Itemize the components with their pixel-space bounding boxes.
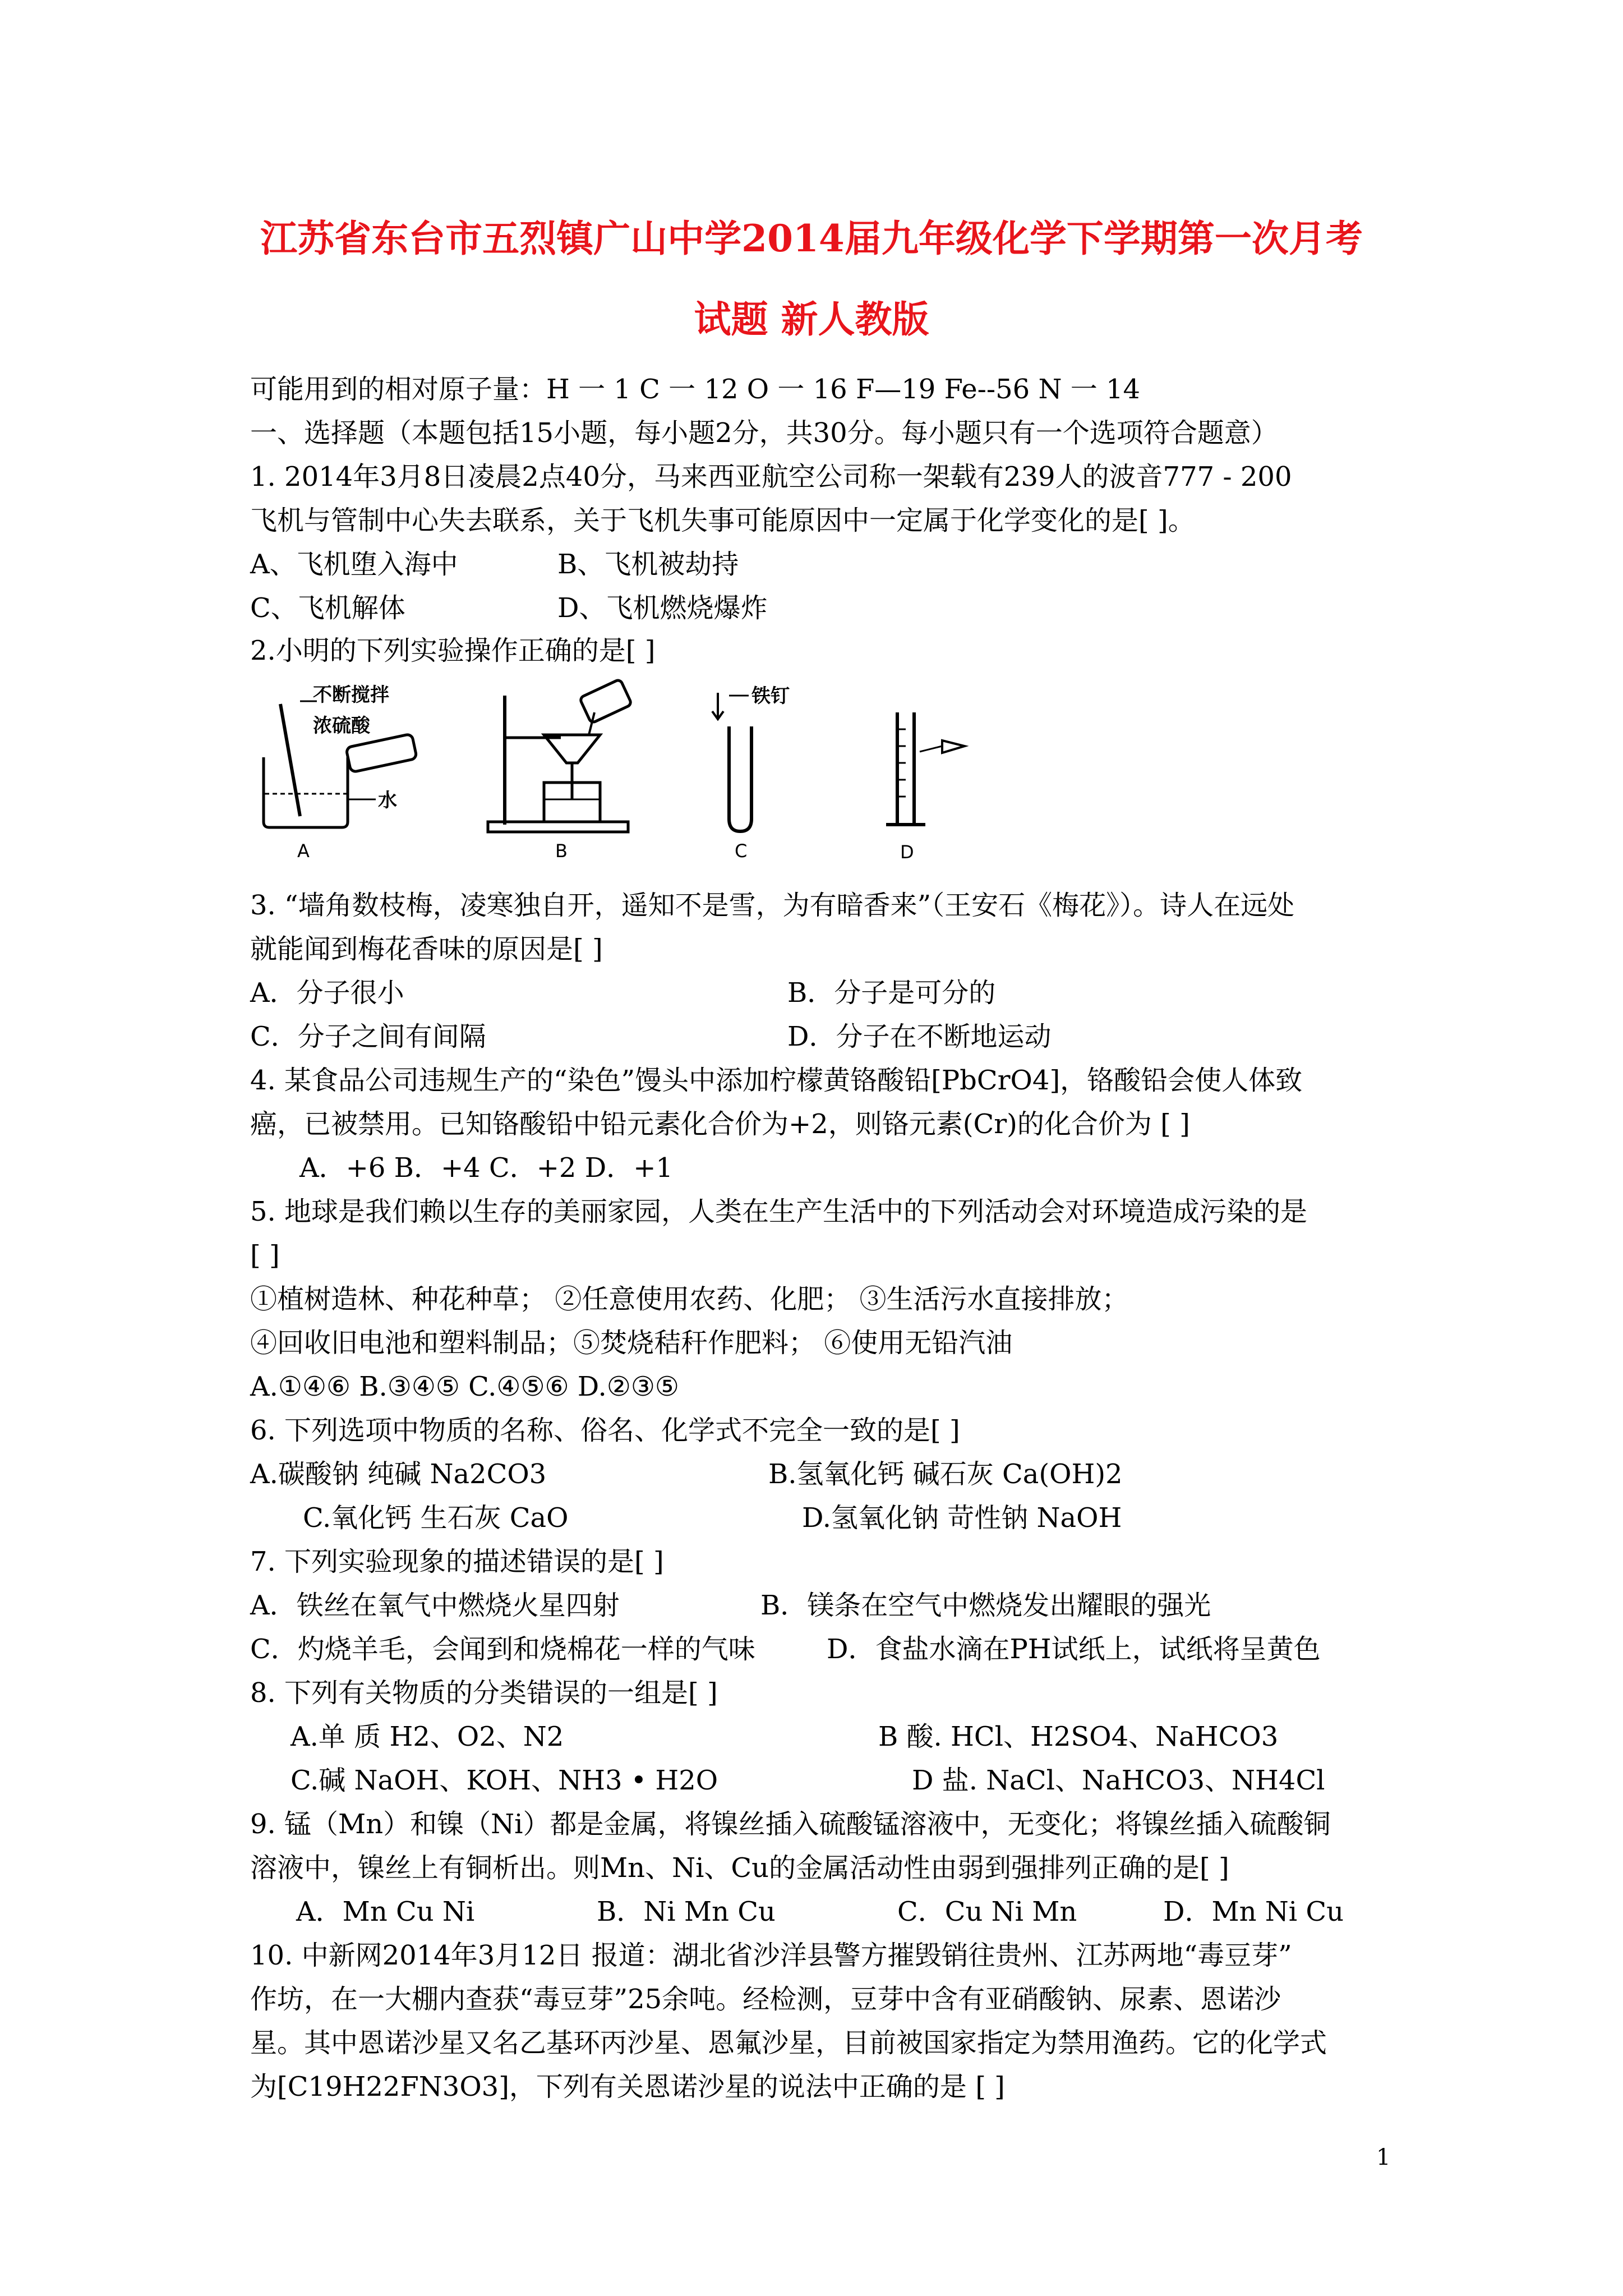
q1-option-a: A、飞机堕入海中 — [250, 549, 458, 580]
q6-stem: 6. 下列选项中物质的名称、俗名、化学式不完全一致的是[ ] — [250, 1415, 960, 1446]
title-line-2: 试题 新人教版 — [694, 297, 929, 341]
q9-stem-line2: 溶液中，镍丝上有铜析出。则Mn、Ni、Cu的金属活动性由弱到强排列正确的是[ ] — [250, 1852, 1229, 1884]
fig-c-letter: C — [735, 840, 748, 862]
q8-stem: 8. 下列有关物质的分类错误的一组是[ ] — [250, 1677, 718, 1709]
q2-figure-a — [247, 679, 432, 864]
q7-option-b: B．镁条在空气中燃烧发出耀眼的强光 — [760, 1590, 1211, 1621]
q10-stem-line2: 作坊，在一大棚内查获“毒豆芽”25余吨。经检测，豆芽中含有亚硝酸钠、尿素、恩诺沙 — [250, 1984, 1281, 2015]
q3-stem-line2: 就能闻到梅花香味的原因是[ ] — [250, 933, 603, 965]
q7-option-d: D．食盐水滴在PH试纸上，试纸将呈黄色 — [827, 1634, 1321, 1665]
q2-figure-b — [482, 679, 651, 864]
page-number: 1 — [1376, 2145, 1391, 2170]
fig-c-label-nail: 铁钉 — [751, 685, 790, 707]
q9-option-a: A．Mn Cu Ni — [296, 1896, 475, 1927]
q3-option-a: A．分子很小 — [250, 977, 404, 1009]
fig-a-letter: A — [297, 840, 310, 862]
q2-figure-c — [707, 684, 836, 864]
q4-stem-line1: 4. 某食品公司违规生产的“染色”馒头中添加柠檬黄铬酸铅[PbCrO4]，铬酸铅会使人体致 — [250, 1065, 1303, 1096]
q8-option-a: A.单 质 H2、O2、N2 — [291, 1721, 564, 1752]
q3-option-d: D．分子在不断地运动 — [787, 1021, 1052, 1052]
q1-option-b: B、飞机被劫持 — [557, 549, 739, 580]
q7-option-a: A．铁丝在氧气中燃烧火星四射 — [250, 1590, 620, 1621]
q3-option-c: C．分子之间有间隔 — [250, 1021, 486, 1052]
fig-a-label-stir: 不断搅拌 — [313, 684, 389, 706]
q4-stem-line2: 癌，已被禁用。已知铬酸铅中铅元素化合价为+2，则铬元素(Cr)的化合价为 [ ] — [250, 1108, 1190, 1140]
fig-d-letter: D — [900, 841, 914, 863]
q9-option-d: D．Mn Ni Cu — [1163, 1896, 1344, 1927]
q1-stem-line1: 1. 2014年3月8日凌晨2点40分，马来西亚航空公司称一架载有239人的波音777 - 200 — [250, 461, 1292, 493]
fig-a-label-acid: 浓硫酸 — [313, 715, 370, 737]
q4-options: A．+6 B．+4 C．+2 D．+1 — [299, 1152, 673, 1184]
q2-stem: 2.小明的下列实验操作正确的是[ ] — [250, 635, 656, 666]
fig-b-letter: B — [555, 840, 568, 862]
section-heading: 一、选择题（本题包括15小题，每小题2分，共30分。每小题只有一个选项符合题意） — [250, 417, 1278, 449]
q7-option-c: C．灼烧羊毛，会闻到和烧棉花一样的气味 — [250, 1634, 755, 1665]
q5-options: A.①④⑥ B.③④⑤ C.④⑤⑥ D.②③⑤ — [250, 1371, 679, 1402]
q9-option-b: B．Ni Mn Cu — [597, 1896, 776, 1927]
atomic-masses: 可能用到的相对原子量：H 一 1 C 一 12 O 一 16 F—19 Fe--56 N 一 14 — [250, 374, 1141, 405]
q6-option-d: D.氢氧化钠 苛性钠 NaOH — [802, 1502, 1122, 1534]
q3-option-b: B．分子是可分的 — [787, 977, 996, 1009]
q1-option-d: D、飞机燃烧爆炸 — [557, 592, 768, 624]
q6-option-c: C.氧化钙 生石灰 CaO — [303, 1502, 569, 1534]
q9-stem-line1: 9. 锰（Mn）和镍（Ni）都是金属，将镍丝插入硫酸锰溶液中，无变化；将镍丝插入硫酸铜 — [250, 1809, 1331, 1840]
title-line-1: 江苏省东台市五烈镇广山中学2014届九年级化学下学期第一次月考 — [260, 217, 1363, 260]
q5-items-line1: ①植树造林、种花种草； ②任意使用农药、化肥； ③生活污水直接排放； — [250, 1283, 1129, 1315]
q8-option-b: B 酸. HCl、H2SO4、NaHCO3 — [878, 1721, 1279, 1752]
q6-option-a: A.碳酸钠 纯碱 Na2CO3 — [250, 1458, 547, 1490]
q2-figure-d — [875, 707, 987, 864]
q10-stem-line3: 星。其中恩诺沙星又名乙基环丙沙星、恩氟沙星，目前被国家指定为禁用渔药。它的化学式 — [250, 2027, 1327, 2059]
fig-a-label-water: 水 — [378, 789, 397, 812]
q5-stem-line1: 5. 地球是我们赖以生存的美丽家园，人类在生产生活中的下列活动会对环境造成污染的是 — [250, 1196, 1308, 1227]
q10-stem-line1: 10. 中新网2014年3月12日 报道：湖北省沙洋县警方摧毁销往贵州、江苏两地“毒豆芽” — [250, 1940, 1292, 1971]
q1-option-c: C、飞机解体 — [250, 592, 405, 624]
q10-stem-line4: 为[C19H22FN3O3]，下列有关恩诺沙星的说法中正确的是 [ ] — [250, 2071, 1005, 2102]
q9-option-c: C．Cu Ni Mn — [897, 1896, 1077, 1927]
q5-items-line2: ④回收旧电池和塑料制品；⑤焚烧秸秆作肥料； ⑥使用无铅汽油 — [250, 1327, 1013, 1359]
q5-stem-line2: [ ] — [250, 1240, 280, 1271]
q8-option-c: C.碱 NaOH、KOH、NH3 • H2O — [291, 1765, 718, 1796]
q6-option-b: B.氢氧化钙 碱石灰 Ca(OH)2 — [768, 1458, 1123, 1490]
q1-stem-line2: 飞机与管制中心失去联系，关于飞机失事可能原因中一定属于化学变化的是[ ]。 — [250, 505, 1195, 536]
q8-option-d: D 盐. NaCl、NaHCO3、NH4Cl — [912, 1765, 1325, 1796]
q7-stem: 7. 下列实验现象的描述错误的是[ ] — [250, 1546, 664, 1577]
q3-stem-line1: 3. “墙角数枝梅，凌寒独自开，遥知不是雪，为有暗香来”（王安石《梅花》）。诗人在远处 — [250, 890, 1295, 921]
